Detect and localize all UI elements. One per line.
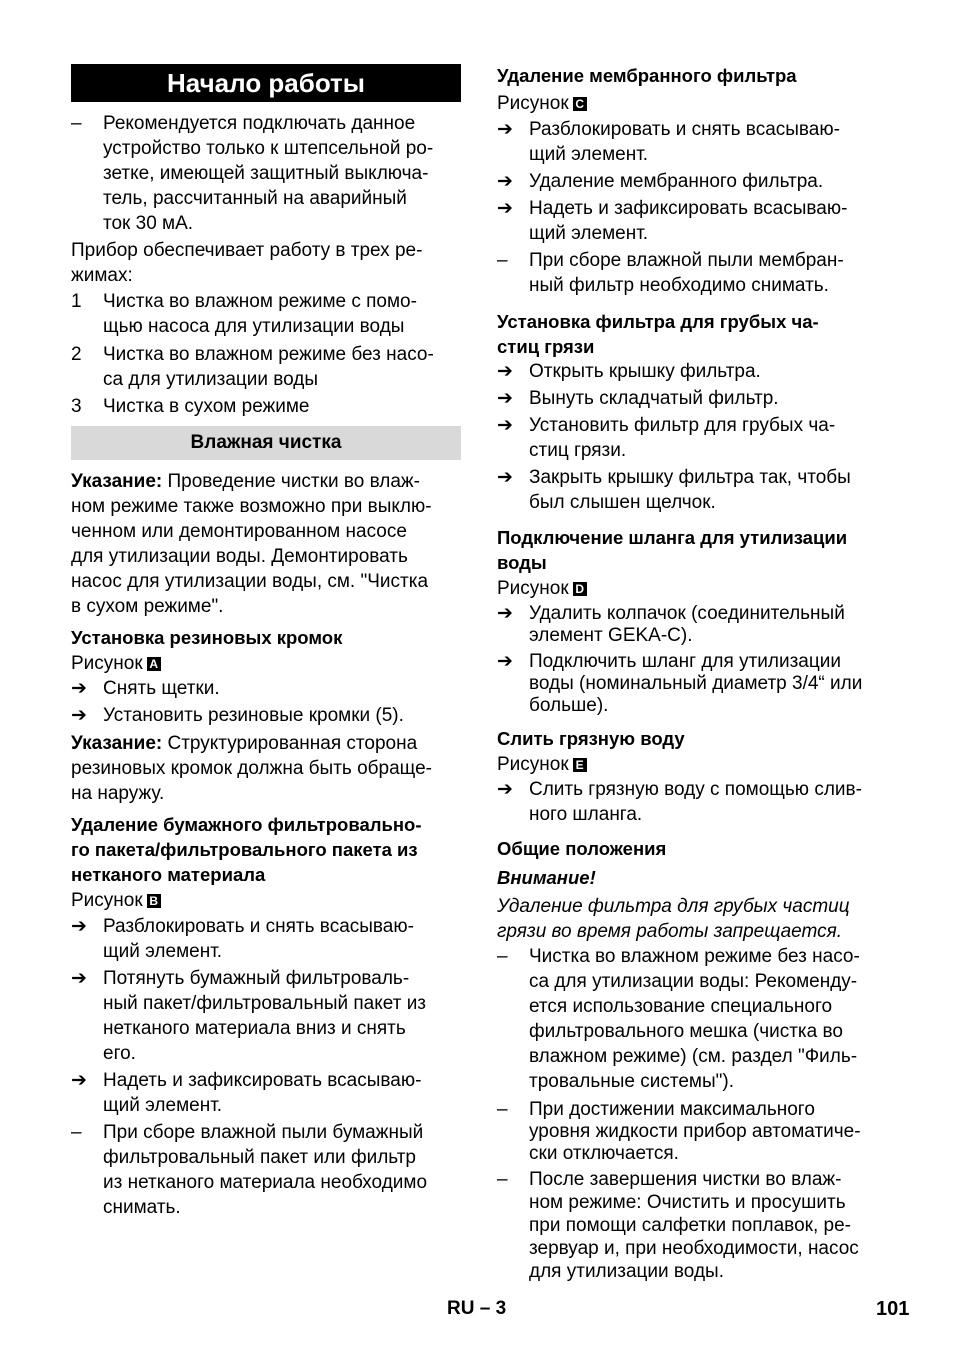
text-line: ски отключается.: [529, 1143, 679, 1164]
dash-marker: –: [497, 1169, 508, 1190]
section-heading-wet: Влажная чистка: [71, 426, 461, 460]
text-line: После завершения чистки во влаж-: [529, 1169, 842, 1190]
text-line: устройство только к штепсельной ро-: [103, 138, 434, 159]
step-text: элемент GEKA-C).: [529, 625, 693, 646]
text-line: зервуар и, при необходимости, насос: [529, 1238, 859, 1259]
step-text: Удалить колпачок (соединительный: [529, 603, 845, 624]
step-text: Надеть и зафиксировать всасываю-: [529, 198, 848, 219]
text-line: ном режиме также возможно при выклю-: [71, 496, 432, 517]
arrow-icon: ➔: [71, 678, 87, 699]
dash-marker: –: [497, 946, 508, 967]
figure-ref-icon: A: [147, 657, 161, 671]
footer-language: RU – 3: [447, 1298, 507, 1319]
text-line: ном режиме: Очистить и просушить: [529, 1192, 846, 1213]
page-number: 101: [876, 1298, 910, 1320]
text-line: Чистка во влажном режиме без насо-: [529, 946, 860, 967]
dash-marker: –: [497, 1099, 508, 1120]
step-text: Закрыть крышку фильтра так, чтобы: [529, 467, 851, 488]
text-line: ченном или демонтированном насосе: [71, 521, 407, 542]
section-heading-coarse: Установка фильтра для грубых ча-: [497, 311, 819, 332]
text-line: насос для утилизации воды, см. "Чистка: [71, 571, 429, 592]
figure-label: Рисунок: [497, 578, 569, 599]
figure-label: Рисунок: [497, 754, 569, 775]
text-line: Рекомендуется подключать данное: [103, 113, 416, 134]
text-line: ется использование специального: [529, 996, 833, 1017]
step-text: Разблокировать и снять всасываю-: [103, 916, 414, 937]
figure-label: Рисунок: [497, 93, 569, 114]
section-heading-paper: нетканого материала: [71, 864, 266, 885]
step-text: был слышен щелчок.: [529, 492, 716, 513]
text-line: снимать.: [103, 1197, 181, 1218]
text-line: Прибор обеспечивает работу в трех ре-: [71, 240, 423, 261]
step-text: ного шланга.: [529, 804, 643, 825]
figure-ref-icon: E: [573, 758, 587, 772]
text-line: са для утилизации воды: [103, 369, 319, 390]
step-text: Вынуть складчатый фильтр.: [529, 388, 779, 409]
list-number: 1: [71, 291, 82, 312]
text-line: ток 30 мА.: [103, 213, 194, 234]
section-heading-general: Общие положения: [497, 838, 667, 859]
text-line: зетке, имеющей защитный выключа-: [103, 163, 429, 184]
text-line: При достижении максимального: [529, 1099, 815, 1120]
arrow-icon: ➔: [71, 705, 87, 726]
arrow-icon: ➔: [497, 119, 513, 140]
text-line: При сборе влажной пыли мембран-: [529, 250, 844, 271]
text-line: в сухом режиме".: [71, 596, 224, 617]
step-text: Потянуть бумажный фильтроваль-: [103, 968, 410, 989]
step-text: больше).: [529, 695, 609, 716]
list-number: 2: [71, 344, 82, 365]
arrow-icon: ➔: [497, 603, 513, 624]
step-text: Подключить шланг для утилизации: [529, 651, 841, 672]
section-heading-drain: Слить грязную воду: [497, 728, 685, 749]
arrow-icon: ➔: [71, 1070, 87, 1091]
text-line: Чистка во влажном режиме с помо-: [103, 291, 417, 312]
section-heading-membrane: Удаление мембранного фильтра: [497, 65, 797, 86]
step-text: воды (номинальный диаметр 3/4“ или: [529, 673, 863, 694]
text-line: тель, рассчитанный на аварийный: [103, 188, 407, 209]
text-line: щью насоса для утилизации воды: [103, 316, 405, 337]
arrow-icon: ➔: [497, 467, 513, 488]
arrow-icon: ➔: [71, 916, 87, 937]
text-line: влажном режиме) (см. раздел "Филь-: [529, 1046, 858, 1067]
step-text: Разблокировать и снять всасываю-: [529, 119, 840, 140]
section-heading-paper: Удаление бумажного фильтровально-: [71, 814, 422, 835]
step-text: щий элемент.: [529, 144, 649, 165]
text-line: фильтровальный пакет или фильтр: [103, 1147, 416, 1168]
step-text: Слить грязную воду с помощью слив-: [529, 779, 862, 800]
text-line: Чистка в сухом режиме: [103, 396, 310, 417]
arrow-icon: ➔: [497, 415, 513, 436]
step-text: Удаление мембранного фильтра.: [529, 171, 824, 192]
attention-label: Внимание!: [497, 867, 596, 888]
section-heading-rubber: Установка резиновых кромок: [71, 627, 343, 648]
section-heading-hose: Подключение шланга для утилизации: [497, 527, 848, 548]
text-line: грязи во время работы запрещается.: [497, 921, 843, 942]
text-line: Чистка во влажном режиме без насо-: [103, 344, 434, 365]
section-heading-hose: воды: [497, 552, 547, 573]
dash-marker: –: [71, 1122, 82, 1143]
step-text: ный пакет/фильтровальный пакет из: [103, 993, 427, 1014]
figure-label: Рисунок: [71, 653, 143, 674]
arrow-icon: ➔: [71, 968, 87, 989]
step-text: Установить фильтр для грубых ча-: [529, 415, 836, 436]
text-line: Удаление фильтра для грубых частиц: [497, 896, 850, 917]
text-line: жимах:: [71, 265, 133, 286]
section-heading-coarse: стиц грязи: [497, 336, 595, 357]
step-text: Надеть и зафиксировать всасываю-: [103, 1070, 422, 1091]
figure-ref-icon: B: [147, 894, 161, 908]
text-line: резиновых кромок должна быть обраще-: [71, 758, 432, 779]
figure-label: Рисунок: [71, 890, 143, 911]
text-line: са для утилизации воды: Рекоменду-: [529, 971, 858, 992]
text-line: при помощи салфетки поплавок, ре-: [529, 1215, 851, 1236]
dash-marker: –: [497, 250, 508, 271]
text-line: Проведение чистки во влаж-: [167, 471, 420, 492]
arrow-icon: ➔: [497, 651, 513, 672]
step-text: щий элемент.: [529, 223, 649, 244]
arrow-icon: ➔: [497, 388, 513, 409]
text-line: из нетканого материала необходимо: [103, 1172, 428, 1193]
step-text: нетканого материала вниз и снять: [103, 1018, 406, 1039]
note-label: Указание:: [71, 471, 163, 492]
arrow-icon: ➔: [497, 779, 513, 800]
text-line: для утилизации воды.: [529, 1261, 724, 1282]
note-label: Указание:: [71, 733, 163, 754]
text-line: тровальные системы").: [529, 1071, 735, 1092]
text-line: Структурированная сторона: [167, 733, 418, 754]
list-number: 3: [71, 396, 82, 417]
text-line: на наружу.: [71, 783, 165, 804]
arrow-icon: ➔: [497, 198, 513, 219]
text-line: для утилизации воды. Демонтировать: [71, 546, 408, 567]
arrow-icon: ➔: [497, 361, 513, 382]
step-text: Снять щетки.: [103, 678, 220, 699]
text-line: уровня жидкости прибор автоматиче-: [529, 1121, 861, 1142]
dash-marker: –: [71, 113, 82, 134]
figure-ref-icon: D: [573, 582, 587, 596]
figure-ref-icon: C: [573, 97, 587, 111]
page-title: Начало работы: [71, 64, 461, 102]
section-heading-paper: го пакета/фильтровального пакета из: [71, 839, 418, 860]
step-text: Установить резиновые кромки (5).: [103, 705, 404, 726]
step-text: щий элемент.: [103, 941, 223, 962]
step-text: его.: [103, 1043, 136, 1064]
text-line: При сборе влажной пыли бумажный: [103, 1122, 424, 1143]
step-text: щий элемент.: [103, 1095, 223, 1116]
arrow-icon: ➔: [497, 171, 513, 192]
step-text: Открыть крышку фильтра.: [529, 361, 761, 382]
text-line: ный фильтр необходимо снимать.: [529, 275, 829, 296]
step-text: стиц грязи.: [529, 440, 627, 461]
text-line: фильтровального мешка (чистка во: [529, 1021, 843, 1042]
